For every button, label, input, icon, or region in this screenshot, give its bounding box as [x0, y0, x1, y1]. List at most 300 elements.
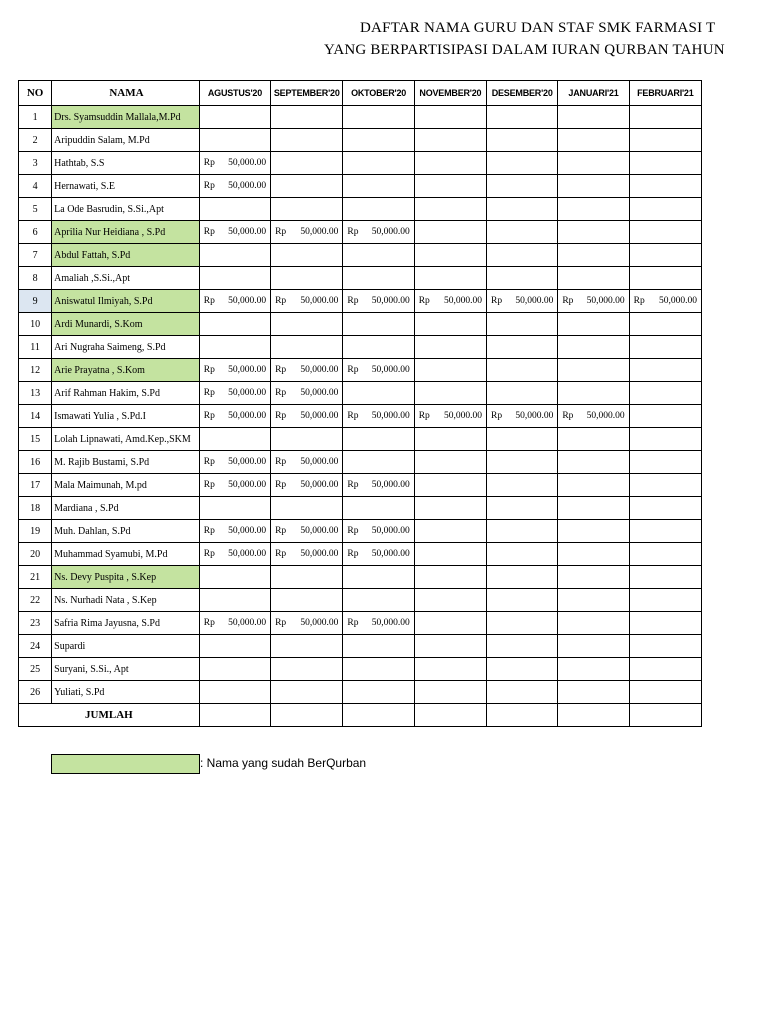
row-number-cell[interactable]: 26 — [19, 681, 52, 704]
payment-amount — [271, 618, 342, 628]
payment-cell[interactable] — [558, 658, 629, 681]
payment-cell[interactable] — [199, 198, 270, 221]
payment-cell[interactable] — [414, 543, 486, 566]
payment-cell[interactable] — [414, 405, 486, 428]
payment-cell[interactable] — [271, 658, 343, 681]
payment-cell[interactable] — [414, 589, 486, 612]
payment-cell[interactable] — [199, 543, 270, 566]
payment-cell[interactable] — [199, 566, 270, 589]
payment-cell[interactable] — [271, 612, 343, 635]
payment-cell[interactable] — [487, 290, 558, 313]
payment-cell[interactable] — [629, 681, 701, 704]
row-number-cell[interactable]: 12 — [19, 359, 52, 382]
payment-cell[interactable] — [343, 175, 414, 198]
row-number-cell[interactable]: 1 — [19, 106, 52, 129]
payment-cell[interactable] — [199, 267, 270, 290]
payment-cell[interactable] — [487, 175, 558, 198]
currency-symbol: Rp — [203, 181, 215, 191]
payment-cell[interactable] — [414, 635, 486, 658]
payment-amount — [271, 365, 342, 375]
payment-cell[interactable] — [199, 313, 270, 336]
payment-cell[interactable] — [558, 382, 629, 405]
name-cell[interactable]: M. Rajib Bustami, S.Pd — [52, 451, 200, 474]
payment-cell[interactable] — [558, 175, 629, 198]
payment-cell[interactable] — [199, 106, 270, 129]
header-month[interactable]: DESEMBER'20 — [487, 81, 558, 106]
payment-cell[interactable] — [629, 290, 701, 313]
payment-cell[interactable] — [343, 658, 414, 681]
payment-cell[interactable] — [558, 106, 629, 129]
row-number-cell[interactable]: 24 — [19, 635, 52, 658]
payment-cell[interactable] — [199, 359, 270, 382]
name-cell[interactable]: Mala Maimunah, M.pd — [52, 474, 200, 497]
name-cell[interactable]: Ns. Nurhadi Nata , S.Kep — [52, 589, 200, 612]
payment-cell[interactable] — [414, 152, 486, 175]
document-title-line-1: DAFTAR NAMA GURU DAN STAF SMK FARMASI T — [360, 20, 716, 36]
payment-cell[interactable] — [558, 129, 629, 152]
payment-cell[interactable] — [343, 267, 414, 290]
amount-value: 50,000.00 — [228, 549, 267, 559]
header-month[interactable]: JANUARI'21 — [558, 81, 629, 106]
name-cell[interactable]: Safria Rima Jayusna, S.Pd — [52, 612, 200, 635]
total-cell[interactable] — [343, 704, 414, 727]
table-row — [19, 658, 702, 681]
payment-cell[interactable] — [199, 612, 270, 635]
payment-cell[interactable] — [414, 520, 486, 543]
payment-cell[interactable] — [271, 497, 343, 520]
payment-cell[interactable] — [487, 221, 558, 244]
payment-amount — [343, 480, 413, 490]
payment-cell[interactable] — [629, 221, 701, 244]
payment-cell[interactable] — [271, 106, 343, 129]
payment-cell[interactable] — [487, 359, 558, 382]
amount-value: 50,000.00 — [515, 411, 554, 421]
payment-cell[interactable] — [629, 612, 701, 635]
payment-cell[interactable] — [558, 497, 629, 520]
payment-cell[interactable] — [558, 612, 629, 635]
payment-cell[interactable] — [199, 382, 270, 405]
row-number-cell[interactable]: 25 — [19, 658, 52, 681]
payment-cell[interactable] — [199, 175, 270, 198]
total-label[interactable]: JUMLAH — [19, 704, 200, 727]
row-number-cell[interactable]: 13 — [19, 382, 52, 405]
row-number-cell[interactable]: 20 — [19, 543, 52, 566]
payment-cell[interactable] — [558, 589, 629, 612]
header-month[interactable]: OKTOBER'20 — [343, 81, 414, 106]
payment-cell[interactable] — [199, 497, 270, 520]
amount-value: 50,000.00 — [228, 457, 267, 467]
payment-cell[interactable] — [271, 175, 343, 198]
payment-cell[interactable] — [629, 543, 701, 566]
name-cell[interactable]: Hathtab, S.S — [52, 152, 200, 175]
payment-cell[interactable] — [414, 313, 486, 336]
payment-cell[interactable] — [271, 313, 343, 336]
amount-value: 50,000.00 — [300, 227, 339, 237]
payment-cell[interactable] — [487, 589, 558, 612]
amount-value: 50,000.00 — [228, 388, 267, 398]
payment-cell[interactable] — [487, 244, 558, 267]
payment-cell[interactable] — [487, 405, 558, 428]
payment-cell[interactable] — [414, 290, 486, 313]
payment-cell[interactable] — [487, 428, 558, 451]
payment-cell[interactable] — [414, 175, 486, 198]
header-month[interactable]: SEPTEMBER'20 — [271, 81, 343, 106]
payment-cell[interactable] — [487, 313, 558, 336]
payment-amount — [200, 480, 270, 490]
payment-amount — [200, 158, 270, 168]
total-cell[interactable] — [629, 704, 701, 727]
payment-cell[interactable] — [343, 336, 414, 359]
payment-cell[interactable] — [343, 244, 414, 267]
payment-cell[interactable] — [629, 405, 701, 428]
payment-cell[interactable] — [271, 244, 343, 267]
payment-cell[interactable] — [558, 221, 629, 244]
payment-cell[interactable] — [558, 681, 629, 704]
row-number-cell[interactable]: 17 — [19, 474, 52, 497]
participation-table — [18, 80, 702, 727]
payment-cell[interactable] — [558, 244, 629, 267]
payment-cell[interactable] — [343, 198, 414, 221]
payment-cell[interactable] — [199, 290, 270, 313]
payment-cell[interactable] — [343, 589, 414, 612]
name-cell[interactable]: Ari Nugraha Saimeng, S.Pd — [52, 336, 200, 359]
payment-cell[interactable] — [629, 428, 701, 451]
payment-cell[interactable] — [343, 681, 414, 704]
header-no[interactable]: NO — [19, 81, 52, 106]
header-nama[interactable]: NAMA — [52, 81, 200, 106]
payment-cell[interactable] — [414, 267, 486, 290]
payment-cell[interactable] — [271, 267, 343, 290]
payment-cell[interactable] — [414, 382, 486, 405]
name-cell[interactable]: Muh. Dahlan, S.Pd — [52, 520, 200, 543]
payment-cell[interactable] — [629, 106, 701, 129]
row-number-cell[interactable]: 6 — [19, 221, 52, 244]
payment-cell[interactable] — [343, 290, 414, 313]
payment-cell[interactable] — [414, 106, 486, 129]
payment-cell[interactable] — [199, 244, 270, 267]
payment-cell[interactable] — [558, 520, 629, 543]
name-cell[interactable]: Aripuddin Salam, M.Pd — [52, 129, 200, 152]
payment-cell[interactable] — [487, 198, 558, 221]
payment-cell[interactable] — [271, 474, 343, 497]
payment-cell[interactable] — [558, 543, 629, 566]
name-cell[interactable]: Abdul Fattah, S.Pd — [52, 244, 200, 267]
payment-cell[interactable] — [199, 635, 270, 658]
payment-cell[interactable] — [487, 451, 558, 474]
amount-value: 50,000.00 — [300, 526, 339, 536]
row-number-cell[interactable]: 10 — [19, 313, 52, 336]
payment-cell[interactable] — [343, 313, 414, 336]
name-cell[interactable]: Hernawati, S.E — [52, 175, 200, 198]
table-row — [19, 152, 702, 175]
total-cell[interactable] — [487, 704, 558, 727]
payment-cell[interactable] — [558, 313, 629, 336]
name-cell[interactable]: La Ode Basrudin, S.Si.,Apt — [52, 198, 200, 221]
payment-cell[interactable] — [629, 152, 701, 175]
header-month[interactable]: NOVEMBER'20 — [414, 81, 486, 106]
payment-cell[interactable] — [629, 359, 701, 382]
name-cell[interactable]: Mardiana , S.Pd — [52, 497, 200, 520]
payment-cell[interactable] — [629, 198, 701, 221]
payment-cell[interactable] — [199, 428, 270, 451]
payment-amount — [343, 365, 413, 375]
payment-cell[interactable] — [343, 221, 414, 244]
payment-cell[interactable] — [629, 635, 701, 658]
currency-symbol: Rp — [203, 227, 215, 237]
name-cell[interactable]: Yuliati, S.Pd — [52, 681, 200, 704]
currency-symbol: Rp — [347, 480, 359, 490]
payment-cell[interactable] — [199, 336, 270, 359]
payment-cell[interactable] — [414, 359, 486, 382]
payment-cell[interactable] — [271, 359, 343, 382]
payment-cell[interactable] — [343, 566, 414, 589]
total-cell[interactable] — [271, 704, 343, 727]
payment-cell[interactable] — [414, 566, 486, 589]
payment-cell[interactable] — [271, 336, 343, 359]
payment-cell[interactable] — [271, 589, 343, 612]
row-number-cell[interactable]: 19 — [19, 520, 52, 543]
name-cell[interactable]: Drs. Syamsuddin Mallala,M.Pd — [52, 106, 200, 129]
payment-cell[interactable] — [558, 152, 629, 175]
payment-cell[interactable] — [414, 451, 486, 474]
payment-cell[interactable] — [343, 129, 414, 152]
payment-cell[interactable] — [487, 497, 558, 520]
name-cell[interactable]: Lolah Lipnawati, Amd.Kep.,SKM — [52, 428, 200, 451]
header-month[interactable]: FEBRUARI'21 — [629, 81, 701, 106]
payment-cell[interactable] — [414, 336, 486, 359]
payment-cell[interactable] — [199, 405, 270, 428]
payment-cell[interactable] — [487, 106, 558, 129]
payment-cell[interactable] — [343, 612, 414, 635]
payment-cell[interactable] — [414, 658, 486, 681]
payment-cell[interactable] — [629, 267, 701, 290]
payment-cell[interactable] — [271, 405, 343, 428]
payment-cell[interactable] — [271, 382, 343, 405]
payment-cell[interactable] — [199, 658, 270, 681]
payment-cell[interactable] — [271, 290, 343, 313]
currency-symbol: Rp — [275, 388, 287, 398]
payment-cell[interactable] — [414, 428, 486, 451]
payment-cell[interactable] — [629, 175, 701, 198]
payment-cell[interactable] — [629, 520, 701, 543]
total-cell[interactable] — [414, 704, 486, 727]
payment-cell[interactable] — [271, 152, 343, 175]
payment-cell[interactable] — [414, 497, 486, 520]
payment-cell[interactable] — [271, 428, 343, 451]
row-number-cell[interactable]: 18 — [19, 497, 52, 520]
row-number-cell[interactable]: 14 — [19, 405, 52, 428]
name-cell[interactable]: Amaliah ,S.Si.,Apt — [52, 267, 200, 290]
payment-cell[interactable] — [414, 129, 486, 152]
row-number-cell[interactable]: 21 — [19, 566, 52, 589]
payment-cell[interactable] — [629, 497, 701, 520]
payment-cell[interactable] — [199, 152, 270, 175]
payment-cell[interactable] — [487, 129, 558, 152]
payment-cell[interactable] — [271, 520, 343, 543]
name-cell[interactable]: Aniswatul Ilmiyah, S.Pd — [52, 290, 200, 313]
amount-value: 50,000.00 — [300, 549, 339, 559]
payment-cell[interactable] — [414, 198, 486, 221]
payment-cell[interactable] — [558, 451, 629, 474]
row-number-cell[interactable]: 5 — [19, 198, 52, 221]
payment-amount — [415, 411, 486, 421]
payment-cell[interactable] — [487, 681, 558, 704]
row-number-cell[interactable]: 2 — [19, 129, 52, 152]
payment-amount — [200, 457, 270, 467]
name-cell[interactable]: Supardi — [52, 635, 200, 658]
payment-cell[interactable] — [629, 336, 701, 359]
payment-cell[interactable] — [199, 129, 270, 152]
name-cell[interactable]: Ns. Devy Puspita , S.Kep — [52, 566, 200, 589]
payment-cell[interactable] — [199, 520, 270, 543]
payment-cell[interactable] — [414, 612, 486, 635]
payment-cell[interactable] — [558, 290, 629, 313]
payment-cell[interactable] — [487, 566, 558, 589]
payment-cell[interactable] — [487, 658, 558, 681]
payment-cell[interactable] — [629, 244, 701, 267]
currency-symbol: Rp — [275, 618, 287, 628]
payment-cell[interactable] — [487, 520, 558, 543]
table-row — [19, 359, 702, 382]
payment-cell[interactable] — [343, 451, 414, 474]
payment-cell[interactable] — [487, 635, 558, 658]
currency-symbol: Rp — [347, 549, 359, 559]
amount-value: 50,000.00 — [228, 526, 267, 536]
amount-value: 50,000.00 — [371, 411, 410, 421]
payment-cell[interactable] — [487, 543, 558, 566]
payment-cell[interactable] — [199, 681, 270, 704]
payment-cell[interactable] — [558, 428, 629, 451]
payment-cell[interactable] — [487, 474, 558, 497]
amount-value: 50,000.00 — [228, 411, 267, 421]
payment-amount — [200, 181, 270, 191]
payment-cell[interactable] — [487, 612, 558, 635]
payment-cell[interactable] — [343, 520, 414, 543]
payment-cell[interactable] — [271, 451, 343, 474]
row-number-cell[interactable]: 8 — [19, 267, 52, 290]
payment-cell[interactable] — [343, 635, 414, 658]
payment-cell[interactable] — [629, 589, 701, 612]
payment-cell[interactable] — [558, 635, 629, 658]
amount-value: 50,000.00 — [300, 296, 339, 306]
payment-amount — [343, 549, 413, 559]
payment-cell[interactable] — [629, 451, 701, 474]
payment-cell[interactable] — [629, 566, 701, 589]
payment-cell[interactable] — [414, 474, 486, 497]
row-number-cell[interactable]: 16 — [19, 451, 52, 474]
payment-cell[interactable] — [629, 382, 701, 405]
payment-amount — [343, 227, 413, 237]
payment-cell[interactable] — [414, 221, 486, 244]
payment-cell[interactable] — [414, 244, 486, 267]
payment-cell[interactable] — [271, 198, 343, 221]
document-title-line-2: YANG BERPARTISIPASI DALAM IURAN QURBAN TAHUN — [324, 42, 725, 58]
row-number-cell[interactable]: 22 — [19, 589, 52, 612]
name-cell[interactable]: Suryani, S.Si., Apt — [52, 658, 200, 681]
payment-cell[interactable] — [343, 152, 414, 175]
row-number-cell[interactable]: 3 — [19, 152, 52, 175]
row-number-cell[interactable]: 9 — [19, 290, 52, 313]
payment-cell[interactable] — [343, 428, 414, 451]
amount-value: 50,000.00 — [300, 480, 339, 490]
table-row — [19, 543, 702, 566]
payment-amount — [271, 526, 342, 536]
row-number-cell[interactable]: 15 — [19, 428, 52, 451]
payment-cell[interactable] — [343, 474, 414, 497]
name-cell[interactable]: Arie Prayatna , S.Kom — [52, 359, 200, 382]
table-row — [19, 198, 702, 221]
payment-cell[interactable] — [343, 359, 414, 382]
payment-cell[interactable] — [199, 221, 270, 244]
amount-value: 50,000.00 — [371, 480, 410, 490]
name-cell[interactable]: Ardi Munardi, S.Kom — [52, 313, 200, 336]
amount-value: 50,000.00 — [228, 227, 267, 237]
payment-cell[interactable] — [558, 336, 629, 359]
payment-cell[interactable] — [487, 152, 558, 175]
payment-cell[interactable] — [629, 313, 701, 336]
header-month[interactable]: AGUSTUS'20 — [199, 81, 270, 106]
payment-cell[interactable] — [558, 566, 629, 589]
payment-cell[interactable] — [629, 129, 701, 152]
currency-symbol: Rp — [562, 296, 574, 306]
payment-cell[interactable] — [199, 451, 270, 474]
payment-cell[interactable] — [558, 474, 629, 497]
header-row — [19, 81, 702, 106]
payment-cell[interactable] — [271, 221, 343, 244]
payment-cell[interactable] — [271, 566, 343, 589]
row-number-cell[interactable]: 23 — [19, 612, 52, 635]
currency-symbol: Rp — [491, 411, 503, 421]
payment-cell[interactable] — [343, 405, 414, 428]
payment-cell[interactable] — [487, 336, 558, 359]
payment-cell[interactable] — [199, 589, 270, 612]
payment-cell[interactable] — [558, 405, 629, 428]
total-cell[interactable] — [199, 704, 270, 727]
row-number-cell[interactable]: 7 — [19, 244, 52, 267]
payment-cell[interactable] — [343, 497, 414, 520]
payment-cell[interactable] — [271, 543, 343, 566]
payment-cell[interactable] — [414, 681, 486, 704]
payment-cell[interactable] — [629, 474, 701, 497]
payment-cell[interactable] — [271, 129, 343, 152]
name-cell[interactable]: Muhammad Syamubi, M.Pd — [52, 543, 200, 566]
payment-cell[interactable] — [629, 658, 701, 681]
payment-amount — [200, 411, 270, 421]
currency-symbol: Rp — [275, 365, 287, 375]
payment-cell[interactable] — [199, 474, 270, 497]
name-cell[interactable]: Ismawati Yulia , S.Pd.I — [52, 405, 200, 428]
amount-value: 50,000.00 — [300, 457, 339, 467]
payment-cell[interactable] — [343, 543, 414, 566]
payment-cell[interactable] — [558, 198, 629, 221]
currency-symbol: Rp — [203, 158, 215, 168]
payment-cell[interactable] — [271, 635, 343, 658]
payment-cell[interactable] — [558, 359, 629, 382]
table-row — [19, 520, 702, 543]
payment-cell[interactable] — [487, 267, 558, 290]
row-number-cell[interactable]: 11 — [19, 336, 52, 359]
payment-cell[interactable] — [487, 382, 558, 405]
payment-cell[interactable] — [558, 267, 629, 290]
total-cell[interactable] — [558, 704, 629, 727]
name-cell[interactable]: Aprilia Nur Heidiana , S.Pd — [52, 221, 200, 244]
payment-cell[interactable] — [271, 681, 343, 704]
payment-cell[interactable] — [343, 382, 414, 405]
name-cell[interactable]: Arif Rahman Hakim, S.Pd — [52, 382, 200, 405]
row-number-cell[interactable]: 4 — [19, 175, 52, 198]
payment-amount — [558, 296, 628, 306]
payment-cell[interactable] — [343, 106, 414, 129]
